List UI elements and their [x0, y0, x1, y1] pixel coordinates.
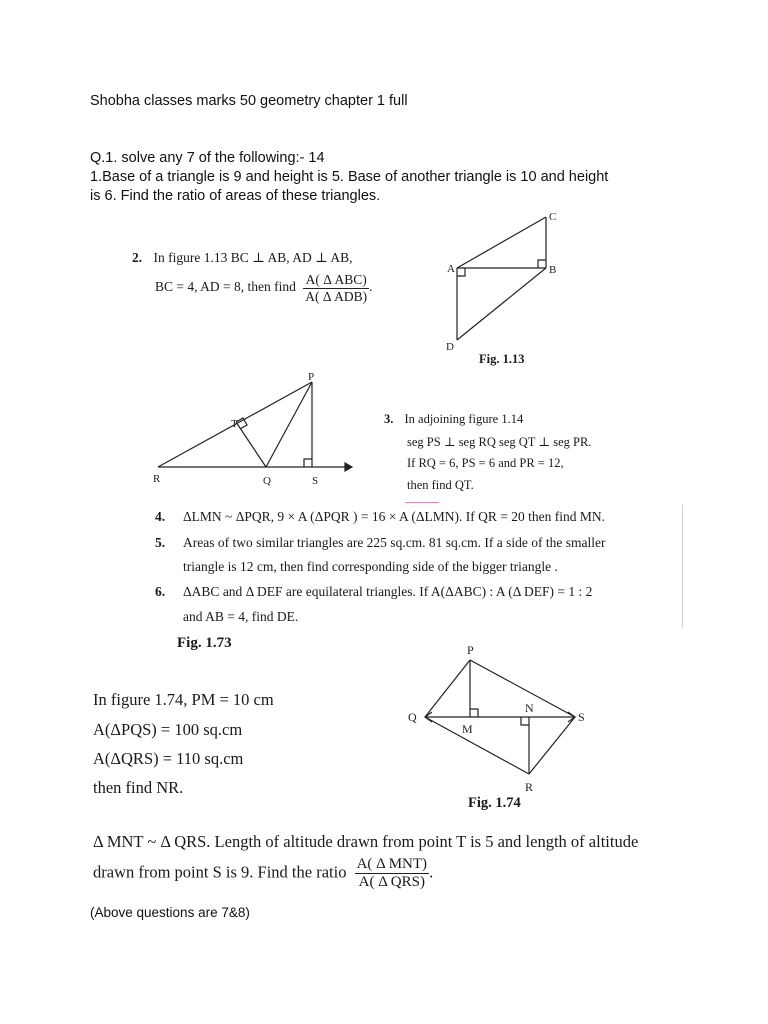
label-n: N: [525, 701, 534, 715]
q2-line-1: In figure 1.13 BC ⊥ AB, AD ⊥ AB,: [153, 250, 353, 265]
q4-text: ΔLMN ~ ΔPQR, 9 × A (ΔPQR ) = 16 × A (ΔLMN). If QR = 20 then find MN.: [183, 509, 605, 524]
fig-1-13-caption: Fig. 1.13: [479, 352, 525, 366]
right-angle-a: [457, 268, 465, 276]
fig-1-73-caption: Fig. 1.73: [177, 635, 232, 651]
q3-line-4: then find QT.: [407, 478, 474, 492]
q6-line-2: and AB = 4, find DE.: [183, 609, 299, 624]
pink-mark: [405, 502, 439, 503]
q5-row: [155, 535, 606, 551]
section-heading: Q.1. solve any 7 of the following:- 14: [90, 150, 325, 166]
q3-line-3: If RQ = 6, PS = 6 and PR = 12,: [407, 456, 564, 470]
label-p: P: [467, 643, 474, 657]
q1-line-1: 1.Base of a triangle is 9 and height is 5. Base of another triangle is 10 and height: [90, 169, 609, 185]
label-q: Q: [408, 710, 417, 724]
q3-line-1-text: In adjoining figure 1.14: [404, 412, 524, 426]
q6-row: [155, 584, 593, 600]
footer-note: (Above questions are 7&8): [90, 905, 250, 920]
q3-line-1: [384, 412, 523, 427]
q5-line-2: triangle is 12 cm, then find corresponding side of the bigger triangle .: [183, 559, 558, 574]
right-angle-n: [521, 717, 529, 725]
label-r: R: [153, 473, 161, 485]
label-a: A: [447, 263, 455, 275]
segment-qr: [425, 717, 529, 774]
figure-1-13: [440, 205, 580, 375]
q8-fraction-denominator: A( Δ QRS): [358, 874, 425, 891]
right-angle-b: [538, 260, 546, 268]
label-s: S: [578, 710, 585, 724]
fig-1-74-caption: Fig. 1.74: [468, 795, 521, 811]
label-q: Q: [263, 475, 271, 487]
label-t: T: [231, 418, 238, 430]
q4-row: [155, 509, 605, 525]
document-title: Shobha classes marks 50 geometry chapter 1 full: [90, 93, 408, 109]
q8-fraction-numerator: A( Δ MNT): [355, 856, 429, 874]
label-m: M: [462, 722, 473, 736]
q8-formula: [93, 856, 433, 892]
right-angle-m: [470, 709, 478, 717]
q3-line-2: seg PS ⊥ seg RQ seg QT ⊥ seg PR.: [407, 435, 592, 449]
q7-line-1: In figure 1.74, PM = 10 cm: [93, 690, 274, 709]
q2-end-period: .: [369, 279, 373, 295]
segment-rs: [529, 717, 575, 774]
label-b: B: [549, 264, 557, 276]
q2-text: [132, 250, 353, 266]
segment-qp: [425, 660, 470, 717]
figure-1-74: [405, 640, 595, 800]
q5-number: 5.: [155, 535, 166, 550]
q2-fraction-numerator: A( Δ ABC): [303, 272, 369, 289]
label-d: D: [446, 341, 454, 353]
q4-number: 4.: [155, 509, 166, 524]
label-s: S: [312, 475, 319, 487]
q8-end-period: .: [429, 862, 434, 882]
q7-line-4: then find NR.: [93, 778, 184, 797]
q2-formula: [155, 272, 373, 304]
label-r: R: [525, 780, 534, 794]
q1-line-2: is 6. Find the ratio of areas of these triangles.: [90, 188, 381, 204]
scan-edge-line: [682, 505, 683, 627]
q5-line-1: Areas of two similar triangles are 225 sq.cm. 81 sq.cm. If a side of the smaller: [183, 535, 606, 550]
arrow-head: [345, 463, 352, 471]
segment-ac: [457, 217, 546, 268]
label-c: C: [549, 211, 557, 223]
q2-line-2: BC = 4, AD = 8, then find: [155, 279, 296, 295]
q2-number: 2.: [132, 250, 143, 265]
q7-line-2: A(ΔPQS) = 100 sq.cm: [93, 720, 243, 739]
q8-line-2: drawn from point S is 9. Find the ratio: [93, 862, 347, 882]
figure-1-14: [145, 370, 360, 490]
q8-line-1: Δ MNT ~ Δ QRS. Length of altitude drawn from point T is 5 and length of altitude: [93, 832, 639, 851]
q8-fraction: [355, 856, 429, 892]
q7-line-3: A(ΔQRS) = 110 sq.cm: [93, 749, 244, 768]
q6-number: 6.: [155, 584, 166, 599]
q2-fraction: [303, 272, 369, 304]
segment-db: [457, 268, 546, 340]
right-angle-s: [304, 459, 312, 467]
q6-line-1: ΔABC and Δ DEF are equilateral triangles. If A(ΔABC) : A (Δ DEF) = 1 : 2: [183, 584, 593, 599]
q3-number: 3.: [384, 412, 394, 426]
q2-fraction-denominator: A( Δ ADB): [305, 288, 368, 304]
segment-ps: [470, 660, 575, 717]
label-p: P: [308, 371, 315, 383]
